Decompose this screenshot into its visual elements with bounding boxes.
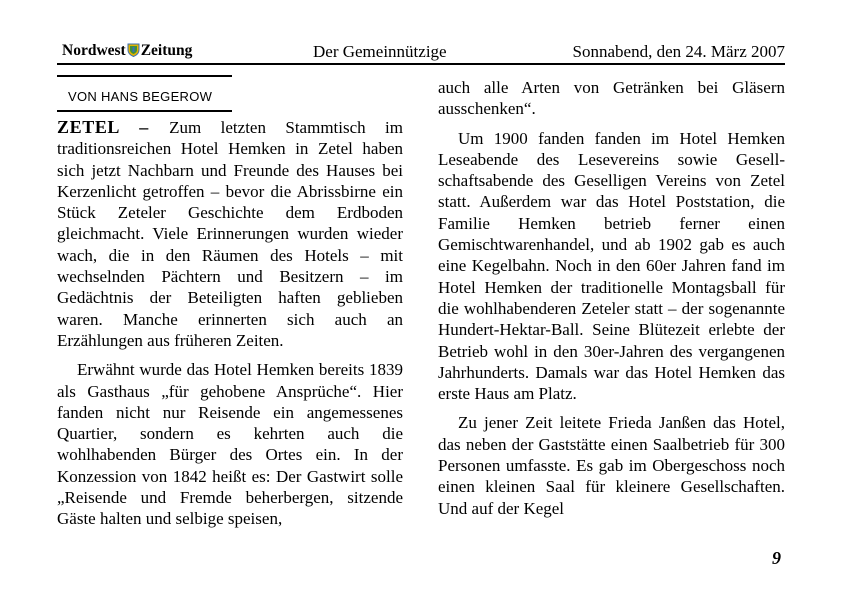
dateline-place: ZETEL bbox=[57, 117, 120, 137]
lead-paragraph bbox=[57, 117, 403, 351]
paragraph-4: Zu jener Zeit leitete Frieda Janßen das Hotel, das neben der Gaststätte einen Saalbetrieb für 300 Personen umfasste. Es gab im Obergeschoss noch einen kleinen Saal für kleinere Gesellschaften. Und auf der Kegel bbox=[438, 413, 785, 518]
dateline-dash: – bbox=[119, 117, 170, 137]
page-header bbox=[57, 38, 785, 62]
header-divider bbox=[57, 63, 785, 65]
newspaper-logo bbox=[62, 42, 192, 60]
logo-right-text: Zeitung bbox=[140, 42, 193, 59]
paragraph-2-continued: auch alle Arten von Getränken bei Gläsern ausschenken“. bbox=[438, 78, 785, 119]
coat-of-arms-icon bbox=[127, 43, 140, 57]
issue-date: Sonnabend, den 24. März 2007 bbox=[572, 42, 785, 61]
paragraph-2: Erwähnt wurde das Hotel Hemken bereits 1839 als Gasthaus „für gehobene Ansprüche“. Hier fanden nicht nur Reisende ein angemessenes Quartier, sondern es kehrten auch die wohlhabenden Bürger des Ortes ein. In der Konzession von 1842 heißt es: Der Gastwirt solle „Reisende und Fremde beherbergen, sitzende Gäste halten und selbige speisen, bbox=[57, 360, 403, 529]
logo-left-text: Nordwest bbox=[62, 42, 126, 59]
article-column-left bbox=[57, 117, 403, 538]
byline: VON HANS BEGEROW bbox=[68, 89, 213, 104]
article-column-right bbox=[438, 77, 785, 527]
byline-top-rule bbox=[57, 75, 232, 77]
page-number: 9 bbox=[772, 548, 781, 568]
paragraph-3: Um 1900 fanden fanden im Hotel Hemken Leseabende des Lesevereins sowie Gesellschaftsabende des Geselligen Vereins von Zetel statt. Außerdem war das Hotel Poststation, die Familie Hemken betrieb ferner einen Gemischtwarenhandel, und ab 1902 gab es auch eine Kegelbahn. Noch in den 60er Jahren fand im Hotel Hemken der traditionelle Montagsball für die wohlhabenderen Zeteler statt – der sogenannte Hundert-Hektar-Ball. Seine Blütezeit erlebte der Betrieb wohl in den 30er-Jahren des vergangenen Jahrhunderts. Damals war das Hotel Hemken das erste Haus am Platz. bbox=[438, 128, 785, 404]
lead-text: Zum letzten Stammtisch im traditionsreichen Hotel Hemken in Zetel haben sich jetzt Nachbarn und Freunde des Hauses bei Kerzenlicht getroffen – bevor die Abrissbirne ein Stück Zeteler Geschichte dem Erdboden gleichmacht. Viele Erinnerungen wurden wieder wach, die in den Räumen des Hotels – mit wechselnden Pächtern und Besitzern – im Gedächtnis der Beteiligten haften geblieben waren. Manche erinnerten sich auch an Erzählungen aus früheren Zeiten. bbox=[57, 118, 403, 350]
publication-title: Der Gemeinnützige bbox=[313, 42, 447, 61]
byline-bottom-rule bbox=[57, 110, 232, 112]
